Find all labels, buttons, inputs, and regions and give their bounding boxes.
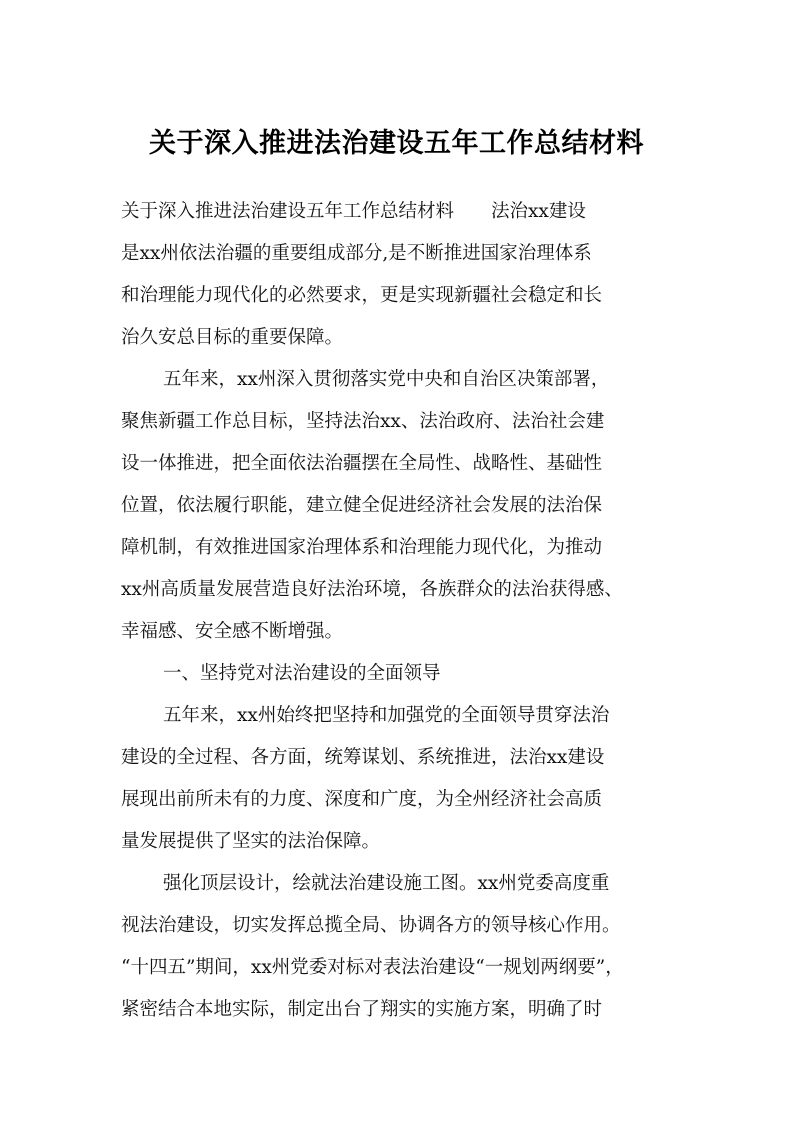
line-text: 五年来，xx州深入贯彻落实党中央和自治区决策部署，: [163, 369, 610, 390]
body-line: [0, 404, 793, 440]
body-line: [0, 908, 793, 944]
line-text: 位置，依法履行职能，建立健全促进经济社会发展的法治保: [121, 495, 603, 516]
line-text: 障机制，有效推进国家治理体系和治理能力现代化，为推动: [121, 537, 603, 558]
body-line: [0, 194, 793, 230]
body-line: [0, 320, 793, 356]
line-text: 关于深入推进法治建设五年工作总结材料 法治xx建设: [121, 201, 586, 222]
line-text: 和治理能力现代化的必然要求，更是实现新疆社会稳定和长: [121, 285, 603, 306]
line-text: 聚焦新疆工作总目标，坚持法治xx、法治政府、法治社会建: [121, 411, 605, 432]
line-text: xx州高质量发展营造良好法治环境，各族群众的法治获得感、: [121, 579, 623, 600]
body-line: [0, 614, 793, 650]
body-line: [0, 278, 793, 314]
body-line: [0, 488, 793, 524]
body-line: [0, 362, 793, 398]
body-line: [0, 530, 793, 566]
body-line: [0, 446, 793, 482]
body-line: [0, 824, 793, 860]
body-line: [0, 866, 793, 902]
line-text: 强化顶层设计，绘就法治建设施工图。xx州党委高度重: [163, 873, 610, 894]
line-text: “十四五”期间，xx州党委对标对表法治建设“一规划两纲要”，: [121, 957, 624, 978]
body-line: [0, 572, 793, 608]
body-line: [0, 236, 793, 272]
line-text: 量发展提供了坚实的法治保障。: [121, 831, 381, 852]
section-heading: [0, 656, 793, 692]
line-text: 展现出前所未有的力度、深度和广度，为全州经济社会高质: [121, 789, 603, 810]
line-text: 设一体推进，把全面依法治疆摆在全局性、战略性、基础性: [121, 453, 603, 474]
section-heading-text: 一、坚持党对法治建设的全面领导: [163, 663, 441, 684]
line-text: 紧密结合本地实际，制定出台了翔实的实施方案，明确了时: [121, 999, 603, 1020]
body-line: [0, 698, 793, 734]
line-text: 治久安总目标的重要保障。: [121, 327, 344, 348]
body-line: [0, 782, 793, 818]
line-text: 是xx州依法治疆的重要组成部分,是不断推进国家治理体系: [121, 243, 592, 264]
line-text: 视法治建设，切实发挥总揽全局、协调各方的领导核心作用。: [121, 915, 621, 936]
line-text: 幸福感、安全感不断增强。: [121, 621, 344, 642]
body-line: [0, 992, 793, 1028]
body-line: [0, 950, 793, 986]
document-title: 关于深入推进法治建设五年工作总结材料: [149, 128, 644, 159]
line-text: 五年来，xx州始终把坚持和加强党的全面领导贯穿法治: [163, 705, 610, 726]
line-text: 建设的全过程、各方面，统筹谋划、系统推进，法治xx建设: [121, 747, 605, 768]
body-line: [0, 740, 793, 776]
